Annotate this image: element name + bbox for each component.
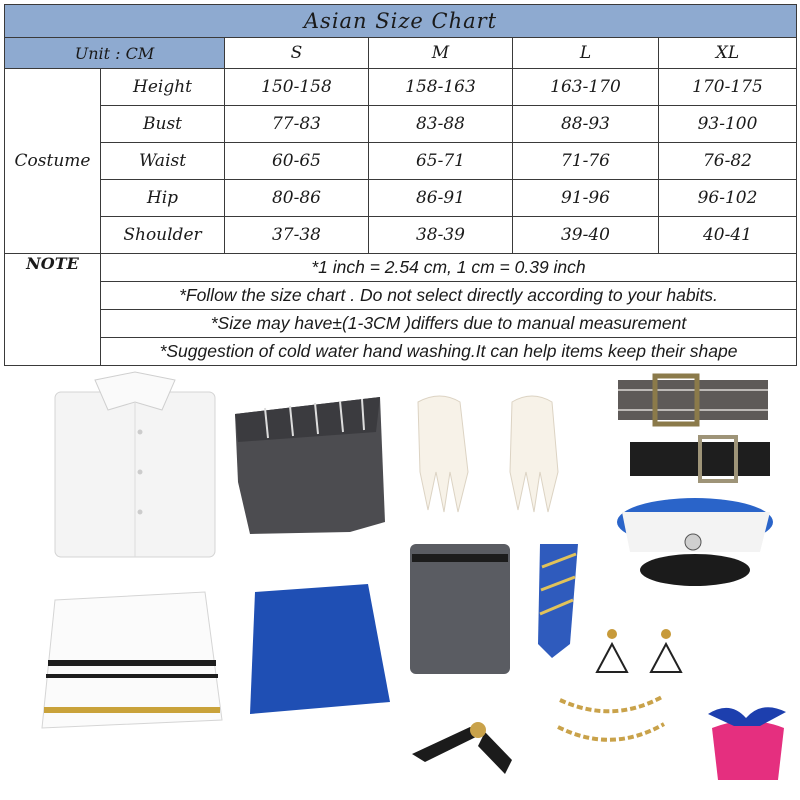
note-text: *Size may have±(1-3CM )differs due to manual measurement — [101, 310, 797, 338]
table-row — [5, 180, 797, 217]
size-chart-table — [4, 4, 797, 366]
note-row — [5, 254, 797, 282]
note-row — [5, 310, 797, 338]
note-text: *Follow the size chart . Do not select directly according to your habits. — [101, 282, 797, 310]
table-cell: 150-158 — [225, 69, 369, 106]
blue-garment-illustration — [250, 584, 390, 714]
table-cell: 65-71 — [369, 143, 513, 180]
unit-label: Unit : CM — [5, 38, 225, 69]
table-cell: 37-38 — [225, 217, 369, 254]
header-row — [5, 38, 797, 69]
size-header: L — [513, 38, 659, 69]
chains-illustration — [558, 697, 664, 740]
table-cell: 83-88 — [369, 106, 513, 143]
earrings-illustration — [597, 629, 681, 672]
note-row — [5, 282, 797, 310]
table-cell: 39-40 — [513, 217, 659, 254]
table-cell: 96-102 — [659, 180, 797, 217]
title-row — [5, 5, 797, 38]
table-cell: 60-65 — [225, 143, 369, 180]
shirt-illustration — [55, 372, 215, 557]
measurement-label: Height — [101, 69, 225, 106]
table-cell: 91-96 — [513, 180, 659, 217]
measurement-label: Shoulder — [101, 217, 225, 254]
table-cell: 40-41 — [659, 217, 797, 254]
table-cell: 76-82 — [659, 143, 797, 180]
measurement-label: Waist — [101, 143, 225, 180]
table-cell: 163-170 — [513, 69, 659, 106]
size-header: M — [369, 38, 513, 69]
table-cell: 38-39 — [369, 217, 513, 254]
leg-strap-illustration — [412, 722, 512, 774]
table-cell: 80-86 — [225, 180, 369, 217]
size-header: XL — [659, 38, 797, 69]
measurement-label: Hip — [101, 180, 225, 217]
table-cell: 86-91 — [369, 180, 513, 217]
measurement-label: Bust — [101, 106, 225, 143]
note-text: *Suggestion of cold water hand washing.It can help items keep their shape — [101, 338, 797, 366]
pouch-illustration — [708, 707, 786, 780]
jacket-illustration — [235, 397, 385, 534]
table-cell: 158-163 — [369, 69, 513, 106]
note-label: NOTE — [5, 254, 101, 366]
skirt-illustration — [42, 592, 222, 728]
costume-label: Costume — [5, 69, 101, 254]
costume-items-photo — [0, 362, 800, 800]
table-cell: 77-83 — [225, 106, 369, 143]
table-row — [5, 106, 797, 143]
table-row — [5, 217, 797, 254]
table-cell: 71-76 — [513, 143, 659, 180]
table-row — [5, 69, 797, 106]
tie-illustration — [538, 544, 578, 658]
gloves-illustration — [418, 396, 558, 512]
table-cell: 93-100 — [659, 106, 797, 143]
table-cell: 170-175 — [659, 69, 797, 106]
note-text: *1 inch = 2.54 cm, 1 cm = 0.39 inch — [101, 254, 797, 282]
chart-title: Asian Size Chart — [5, 5, 797, 38]
stockings-illustration — [410, 544, 510, 674]
cap-illustration — [617, 498, 773, 586]
table-row — [5, 143, 797, 180]
table-cell: 88-93 — [513, 106, 659, 143]
belts-illustration — [618, 376, 770, 481]
size-header: S — [225, 38, 369, 69]
